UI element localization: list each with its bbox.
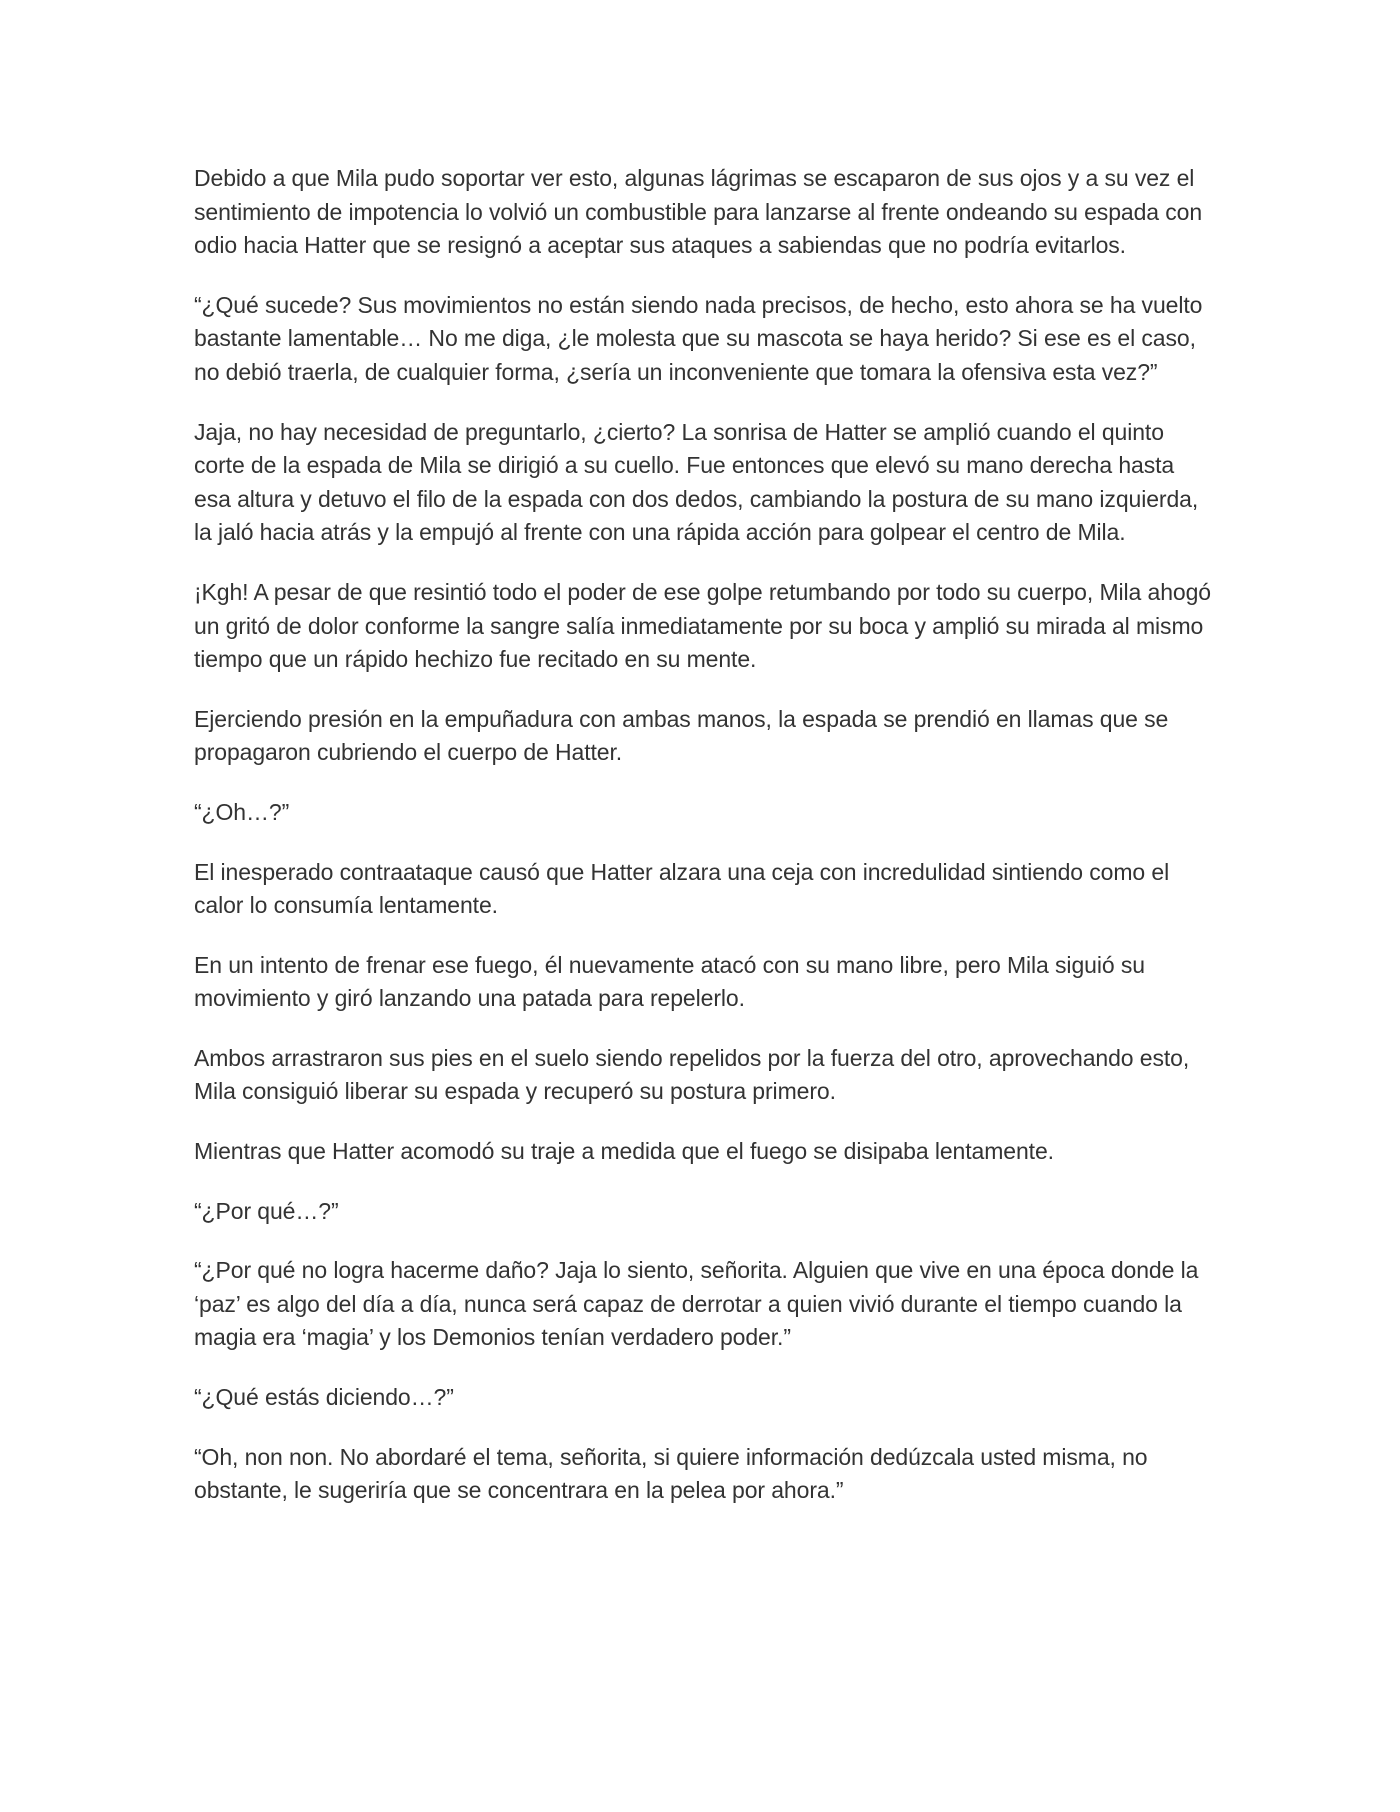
paragraph: “Oh, non non. No abordaré el tema, señorita, si quiere información dedúzcala usted misma, no obstante, le sugeriría que se concentrara en la pelea por ahora.”: [194, 1443, 1148, 1504]
paragraph: “¿Por qué…?”: [194, 1197, 339, 1224]
paragraph: Mientras que Hatter acomodó su traje a medida que el fuego se disipaba lentamente.: [194, 1138, 1054, 1165]
paragraph: En un intento de frenar ese fuego, él nuevamente atacó con su mano libre, pero Mila siguió su movimiento y giró lanzando una patada para repelerlo.: [194, 951, 1145, 1012]
paragraph: ¡Kgh! A pesar de que resintió todo el poder de ese golpe retumbando por todo su cuerpo, Mila ahogó un gritó de dolor conforme la sangre salía inmediatamente por su boca y amplió su mirada al mismo tiempo que un rápido hechizo fue recitado en su mente.: [194, 578, 1211, 673]
paragraph: Ambos arrastraron sus pies en el suelo siendo repelidos por la fuerza del otro, aprovechando esto, Mila consiguió liberar su espada y recuperó su postura primero.: [194, 1044, 1190, 1105]
document-page: [194, 162, 1214, 1534]
paragraph: “¿Oh…?”: [194, 798, 290, 825]
paragraph: Debido a que Mila pudo soportar ver esto, algunas lágrimas se escaparon de sus ojos y a su vez el sentimiento de impotencia lo volvió un combustible para lanzarse al frente ondeando su espada con odio hacia Hatter que se resignó a aceptar sus ataques a sabiendas que no podría evitarlos.: [194, 165, 1203, 259]
paragraph: “¿Por qué no logra hacerme daño? Jaja lo siento, señorita. Alguien que vive en una época donde la ‘paz’ es algo del día a día, nunca será capaz de derrotar a quien vivió durante el tiempo cuando la magia era ‘magia’ y los Demonios tenían verdadero poder.”: [194, 1257, 1199, 1351]
paragraph: El inesperado contraataque causó que Hatter alzara una ceja con incredulidad sintiendo como el calor lo consumía lentamente.: [194, 858, 1170, 919]
paragraph: Jaja, no hay necesidad de preguntarlo, ¿cierto? La sonrisa de Hatter se amplió cuando el quinto corte de la espada de Mila se dirigió a su cuello. Fue entonces que elevó su mano derecha hasta esa altura y detuvo el filo de la espada con dos dedos, cambiando la postura de su mano izquierda, la jaló hacia atrás y la empujó al frente con una rápida acción para golpear el centro de Mila.: [194, 418, 1199, 546]
paragraph: Ejerciendo presión en la empuñadura con ambas manos, la espada se prendió en llamas que se propagaron cubriendo el cuerpo de Hatter.: [194, 705, 1169, 766]
paragraph: “¿Qué estás diciendo…?”: [194, 1384, 454, 1411]
paragraph: “¿Qué sucede? Sus movimientos no están siendo nada precisos, de hecho, esto ahora se ha vuelto bastante lamentable… No me diga, ¿le molesta que su mascota se haya herido? Si ese es el caso, no debió traerla, de cualquier forma, ¿sería un inconveniente que tomara la ofensiva esta vez?”: [194, 291, 1203, 385]
